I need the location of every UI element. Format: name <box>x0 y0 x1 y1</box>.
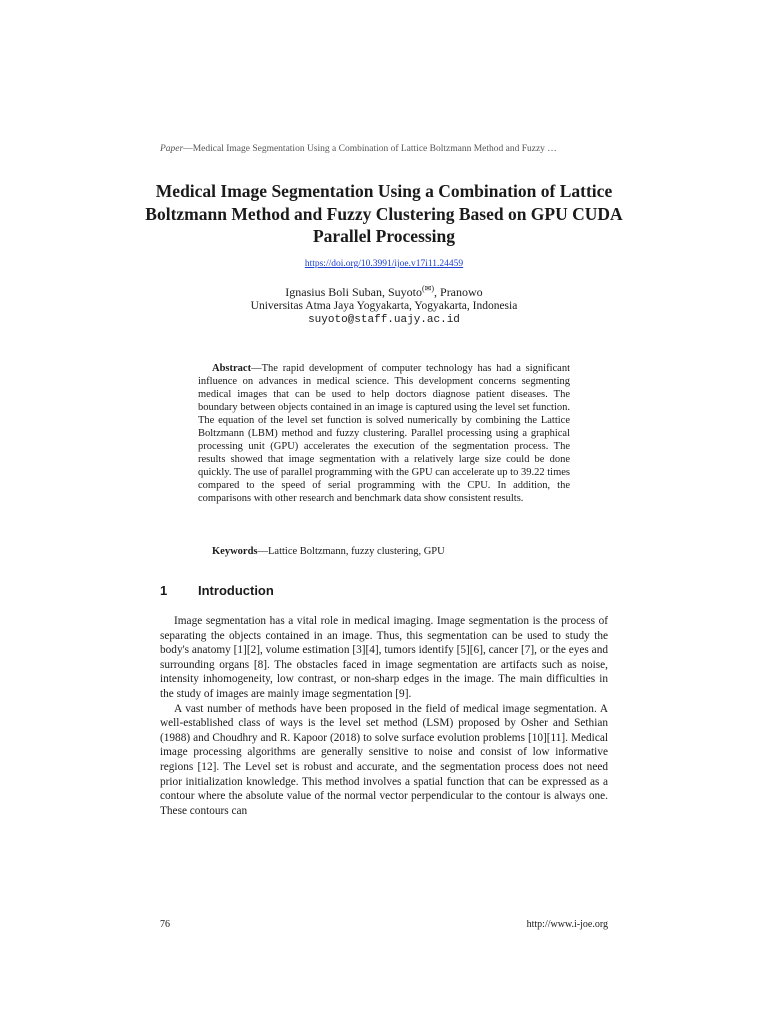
keywords-block <box>198 545 570 558</box>
body-paragraph: A vast number of methods have been proposed in the field of medical image segmentation. A well-established class of ways is the level set method (LSM) proposed by Osher and Sethian (1988) and Choudhry and R. Kapoor (2018) to solve surface evolution problems [10][11]. Medical image processing algorithms are generally sensitive to noise and consist of low informative regions [12]. The Level set is robust and accurate, and the segmentation process does not need prior initialization knowledge. This method involves a spatial function that can be expressed as a contour where the absolute value of the normal vector perpendicular to the contour is always one. These contours can <box>160 702 608 817</box>
author-email[interactable]: suyoto@staff.uajy.ac.id <box>308 314 460 326</box>
running-header-label: Paper <box>160 144 184 154</box>
keywords-label: Keywords <box>212 546 258 557</box>
paper-title: Medical Image Segmentation Using a Combination of Lattice Boltzmann Method and Fuzzy Clustering Based on GPU CUDA Parallel Processing <box>145 181 623 246</box>
keywords-text: —Lattice Boltzmann, fuzzy clustering, GPU <box>257 546 445 557</box>
section-number: 1 <box>160 583 168 598</box>
running-header <box>160 144 610 154</box>
abstract-text: —The rapid development of computer technology has had a significant influence on advances in medical science. This development concerns segmenting medical images that can be used to help doctors diagnose patient diseases. The boundary between objects contained in an image is captured using the level set function. The equation of the level set function is solved numerically by combining the Lattice Boltzmann (LBM) method and fuzzy clustering. Parallel processing using a graphical processing unit (GPU) accelerates the execution of the segmentation process. The results showed that image segmentation with a relatively large size could be done quickly. The use of parallel programming with the GPU can accelerate up to 39.22 times compared to the speed of serial programming with the CPU. In addition, the comparisons with other research and benchmark data show consistent results. <box>198 363 570 504</box>
doi-link[interactable]: https://doi.org/10.3991/ijoe.v17i11.24459 <box>304 259 464 269</box>
body-paragraph: Image segmentation has a vital role in medical imaging. Image segmentation is the process of separating the objects contained in an image. Thus, this segmentation can be used to study the body's anatomy [1][2], volume estimation [3][4], tumors identify [5][6], cancer [7], or the eyes and surrounding organs [8]. The obstacles faced in image segmentation are artifacts such as noise, intensity inhomogeneity, low contrast, or non-sharp edges in the image. The main difficulties in the study of images are mainly image segmentation [9]. <box>160 615 608 700</box>
page-number: 76 <box>160 919 170 930</box>
journal-url[interactable]: http://www.i-joe.org <box>526 919 608 930</box>
section-heading <box>160 583 608 598</box>
author-list <box>160 282 608 299</box>
authors-before: Ignasius Boli Suban, Suyoto <box>285 285 422 299</box>
abstract-block <box>198 362 570 505</box>
section-body <box>160 614 608 818</box>
corresponding-author-mark: (✉) <box>421 284 435 293</box>
abstract-label: Abstract <box>212 363 252 374</box>
affiliation: Universitas Atma Jaya Yogyakarta, Yogyakarta, Indonesia <box>250 300 518 312</box>
authors-after: , Pranowo <box>434 285 483 299</box>
section-title: Introduction <box>198 583 274 598</box>
running-header-title: —Medical Image Segmentation Using a Combination of Lattice Boltzmann Method and Fuzzy … <box>183 144 557 154</box>
